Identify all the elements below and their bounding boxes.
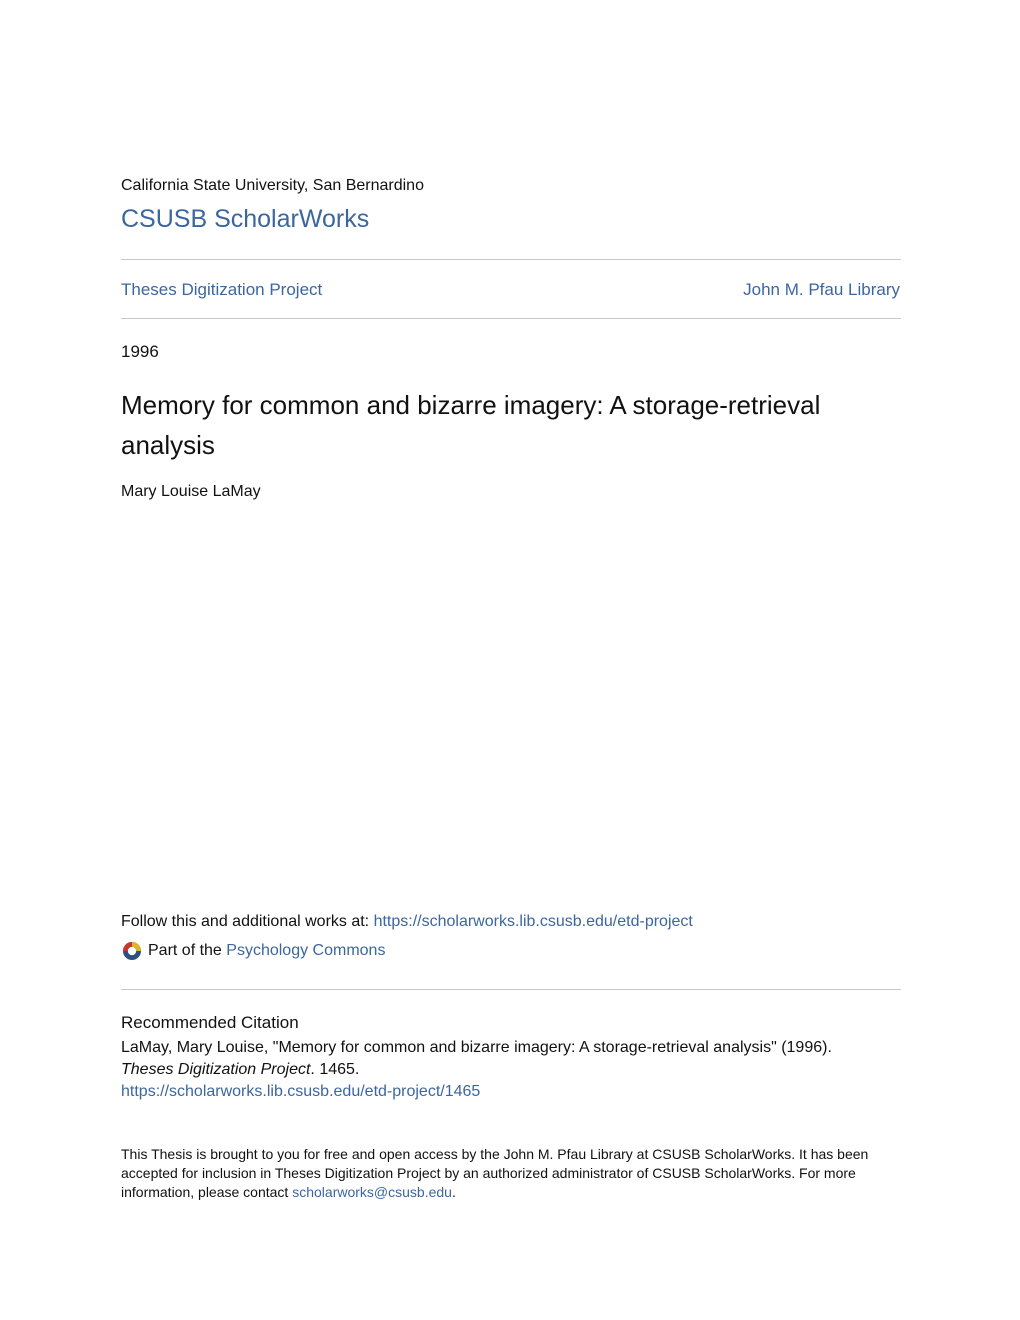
access-statement-text: This Thesis is brought to you for free and open access by the John M. Pfau Library at CSUSB ScholarWorks. It has been accepted for inclusion in Theses Digitization Project by an authorized administrator of CSUSB ScholarWorks. For more information, please contact	[121, 1146, 869, 1200]
contact-email-link[interactable]: scholarworks@csusb.edu	[292, 1184, 452, 1200]
citation-number: . 1465.	[310, 1061, 360, 1078]
follow-url-link[interactable]: https://scholarworks.lib.csusb.edu/etd-project	[373, 913, 693, 930]
psychology-commons-link[interactable]: Psychology Commons	[226, 942, 386, 959]
collection-link[interactable]: Theses Digitization Project	[121, 280, 323, 299]
divider	[121, 318, 901, 319]
thesis-title: Memory for common and bizarre imagery: A storage-retrieval analysis	[121, 390, 821, 460]
institution-name: California State University, San Bernardino	[121, 177, 424, 194]
divider	[121, 259, 901, 260]
divider	[121, 989, 901, 990]
citation-text	[121, 1037, 911, 1103]
publication-year: 1996	[121, 342, 159, 361]
citation-url-link[interactable]: https://scholarworks.lib.csusb.edu/etd-project/1465	[121, 1083, 481, 1100]
repository-link[interactable]: CSUSB ScholarWorks	[121, 205, 370, 233]
citation-reference: LaMay, Mary Louise, "Memory for common and bizarre imagery: A storage-retrieval analysis" (1996).	[121, 1039, 832, 1056]
part-of-label: Part of the	[148, 942, 222, 959]
open-access-commons-icon	[121, 940, 143, 962]
citation-series: Theses Digitization Project	[121, 1061, 311, 1078]
access-statement	[121, 1145, 911, 1202]
part-of-line	[121, 940, 385, 962]
access-statement-end: .	[451, 1184, 456, 1200]
author-name: Mary Louise LaMay	[121, 483, 261, 500]
follow-label: Follow this and additional works at:	[121, 913, 370, 930]
citation-heading: Recommended Citation	[121, 1013, 299, 1032]
library-link[interactable]: John M. Pfau Library	[743, 280, 900, 299]
follow-line	[121, 913, 693, 931]
